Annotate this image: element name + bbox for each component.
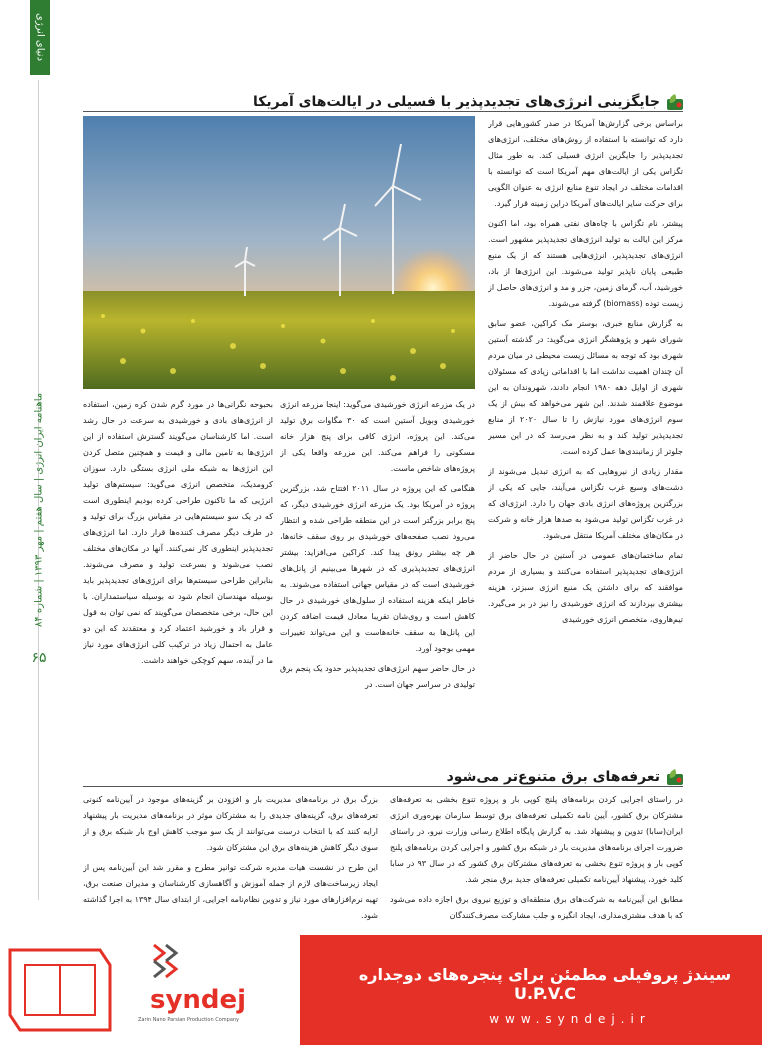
paragraph: در راستای اجرایی کردن برنامه‌های پلنج کوپی بار و پروژه تنوع بخشی به تعرفه‌های مشترکان برق کشور، آیین نامه تکمیلی تعرفه‌های برق توسط سازمان بهره‌وری انرژی ایران(سابا) تدوین و پیشنهاد شد. به گزارش پایگاه اطلاع رسانی وزارت نیرو، در راستای ضرورت اجرای برنامه‌های مدیریت بار در شبکه برق کشور و اجرایی کردن برنامه‌های پلنج کوپی بار و پروژه تنوع بخشی به تعرفه‌های مشترکان برق کشور که در سال ۹۳ در سابا کلید خورد، پیشنهاد آیین‌نامه تکمیلی تعرفه‌های جدید برق منجر شد. xyxy=(390,795,683,884)
paragraph: در یک مزرعه انرژی خورشیدی می‌گوید: اینجا مزرعه انرژی خورشیدی وبویل آستین است که ۳۰ مگاوات برق تولید می‌کند. این پروژه، انرژی کافی برای پنج هزار خانه مسکونی را فراهم می‌کند. این مزرعه واقعا یکی از پروژه‌های شاخص ماست. xyxy=(280,400,475,473)
paragraph: تمام ساختمان‌های عمومی در آستین در حال حاضر از انرژی‌های تجدیدپذیر استفاده می‌کنند و بسیاری از مردم موافقند که برای داشتن یک منبع انرژی سبزتر، هزینه بیشتری بپردازند که انرژی خورشیدی را نیز در بر می‌گیرد. تیم‌هاروی، متخصص انرژی خورشیدی xyxy=(488,551,683,624)
article1-title-rule xyxy=(83,111,683,112)
article2-title: تعرفه‌های برق متنوع‌تر می‌شود xyxy=(446,769,660,785)
paragraph: به گزارش منابع خبری، بوستر مک کراکین، عضو سابق شورای شهر و پژوهشگر انرژی می‌گوید: در گذشته آستین شهری بود که توجه به مسائل زیست محیطی در میان مردم آن چندان اهمیت نداشت اما با اقداماتی زیادی که مسئولان شهری از اوایل دهه ۱۹۸۰ انجام دادند، شهروندان به این موضوع علاقمند شدند. این شهر می‌خواهد که بیش از یک سوم انرژی‌های مورد نیازش را تا سال ۲۰۲۰ از منابع تجدیدپذیر تولید کند و به نظر می‌رسد که در این مسیر جلوتر از زمانبندی‌ها عمل کرده است. xyxy=(488,319,683,456)
website-link[interactable]: www.syndej.ir xyxy=(489,1012,651,1026)
green-leaf-book-icon xyxy=(666,768,684,786)
article1-column-middle xyxy=(280,397,475,742)
green-leaf-book-icon xyxy=(666,93,684,111)
paragraph: پیشتر، نام تگزاس با چاه‌های نفتی همراه بود، اما اکنون مرکز این ایالت به تولید انرژی‌های تجدیدپذیر مشهور است. انرژی‌های تجدیدپذیر، انرژی‌هایی هستند که از یک منبع طبیعی پایان ناپذیر تولید می‌شوند. این انرژی‌ها از باد، خورشید، آب، گرمای زمین، جزر و مد و انرژی‌های حاصل از زیست توده (biomass) گرفته می‌شوند. xyxy=(488,219,683,308)
article1-column-left xyxy=(83,397,273,742)
paragraph: در حال حاضر سهم انرژی‌های تجدیدپذیر حدود یک پنجم برق تولیدی در سراسر جهان است. در xyxy=(280,664,475,689)
article2-title-rule xyxy=(83,786,683,787)
paragraph: بحبوحه نگرانی‌ها در مورد گرم شدن کره زمین، استفاده از انرژی‌های بادی و خورشیدی به سرعت در حال رشد است. اما کارشناسان می‌گویند گسترش استفاده از این انرژی‌ها به تامین مالی و قیمت و همچنین متصل کردن این انرژی‌ها به شبکه ملی انرژی بستگی دارد. سوزان کرومدیک، متخصص انرژی می‌گوید: سیستم‌های تولید انرژیی که ما تاکنون طراحی کرده بودیم اینطوری است که در یک سو سیستم‌هایی در مقیاس بزرگ برای تولید و در طرف دیگر مصرف کننده‌ها قرار دارد. اما انرژی‌های تجدیدپذیر اینطوری کار نمی‌کنند. آنها در مکان‌های مختلف نصب می‌شوند و بسرعت تولید و مصرف می‌شوند. بنابراین طراحی سیستم‌ها برای انرژی‌های تجدیدپذیر باید بوسیله مهندسان انجام شود نه بوسیله سیاستمداران. با این حال، برخی متخصصان می‌گویند که نمی توان به قول و قرار باد و خورشید اعتماد کرد و معتقدند که این دو عامل به احتمال زیاد در ترکیب کلی انرژی‌های مورد نیاز ما در آینده، سهم کوچکی خواهند داشت. xyxy=(83,400,273,665)
paragraph: مقدار زیادی از نیروهایی که به انرژی تبدیل می‌شوند از دشت‌های وسیع غرب تگزاس می‌آیند، جایی که یکی از بزرگترین پروژه‌های انرژی بادی جهان را دارد. انرژی‌ای که در غرب تگزاس تولید می‌شود به صدها هزار خانه و شرکت در مکان‌های مختلف آمریکا منتقل می‌شود. xyxy=(488,467,683,540)
wind-turbines-over-rapeseed-field xyxy=(83,116,475,389)
syndej-logo-mark-icon xyxy=(150,943,180,979)
article1-title: جایگزینی انرژی‌های تجدیدپذیر با فسیلی در ایالت‌های آمریکا xyxy=(252,94,660,110)
article1-heading-row xyxy=(253,91,684,113)
article1-column-right xyxy=(488,116,683,741)
ad-tagline: سیندژ پروفیلی مطمئن برای پنجره‌های دوجداره U.P.V.C xyxy=(358,965,732,1003)
paragraph: هنگامی که این پروژه در سال ۲۰۱۱ افتتاح شد، بزرگترین پروژه در آمریکا بود. یک مزرعه انرژی خورشیدی دیگر، که پنج برابر بزرگتر است در این منطقه طراحی شده و انتظار می‌رود نصب صفحه‌های خورشیدی بر روی سقف خانه‌ها، هر چه بیشتر رونق پیدا کند. کراکین می‌افزاید: بیشتر انرژی‌های تجدیدپذیری که در شهرها می‌بینیم از پانل‌های خورشیدی است که در مقیاس جهانی استفاده می‌شوند. به خاطر اینکه هزینه استفاده از سلول‌های خورشیدی در حال کاهش است و روی‌شان تقریبا معادل قیمت اضافه کردن این پانل‌ها به سقف خانه‌هاست و این می‌تواند تغییرات مهمی بوجود آورد. xyxy=(280,484,475,653)
section-label: دنیای انرژی xyxy=(34,13,46,62)
paragraph: بزرگ برق در برنامه‌های مدیریت بار و افزودن بر گزینه‌های موجود در آیین‌نامه کنونی تعرفه‌های برق، گزینه‌های جدیدی را به مشترکان موثر در برنامه‌های مدیریت بار پیشنهاد ارایه کنند که با انتخاب درست می‌توانند از یک سو موجب کاهش اوج بار شبکه برق و از سوی دیگر کاهش هزینه‌های برق این مشترکان شود. xyxy=(83,795,378,852)
brand-logo: syndej xyxy=(150,985,247,1015)
window-profile-icon xyxy=(0,940,120,1040)
magazine-info: ماهنامه ایران انرژی | سال هفتم | مهر ۱۳۹۳ | شماره ۸۴ xyxy=(33,392,45,628)
paragraph: مطابق این آیین‌نامه به شرکت‌های برق منطقه‌ای و توزیع نیروی برق اجازه داده می‌شود که با هدف مشتری‌مداری، ایجاد انگیزه و جلب مشارکت مصرف‌کنندگان xyxy=(390,895,683,920)
article2-column-right xyxy=(390,792,683,930)
article2-column-left xyxy=(83,792,378,930)
paragraph: براساس برخی گزارش‌ها آمریکا در صدر کشورهایی قرار دارد که توانسته با استفاده از روش‌های مختلف، انرژی‌های تجدیدپذیر را جایگزین انرژی فسیلی کند. به طور مثال تگزاس یکی از ایالت‌های مهم آمریکا است که توانسته با اقدامات مختلف در ایجاد تنوع منابع انرژی به عنوان الگویی برای حرکت سایر ایالت‌های آمریکا دراین زمینه قرار گیرد. xyxy=(488,119,683,208)
brand-subtitle: Zarin Nano Parsian Production Company xyxy=(138,1017,240,1023)
paragraph: این طرح در نشست هیات مدیره شرکت توانیر مطرح و مقرر شد این آیین‌نامه پس از ایجاد زیرساخت‌های لازم از جمله آموزش و آگاهسازی کارشناسان و مدیران صنعت برق، تهیه نرم‌افزارهای مورد نیاز و تدوین نظام‌نامه اجرایی، از ابتدای سال ۱۳۹۴ به اجرا گذاشته شود. xyxy=(83,863,378,920)
article2-heading-row xyxy=(447,766,684,788)
page-number: ۶۵ xyxy=(31,650,47,666)
